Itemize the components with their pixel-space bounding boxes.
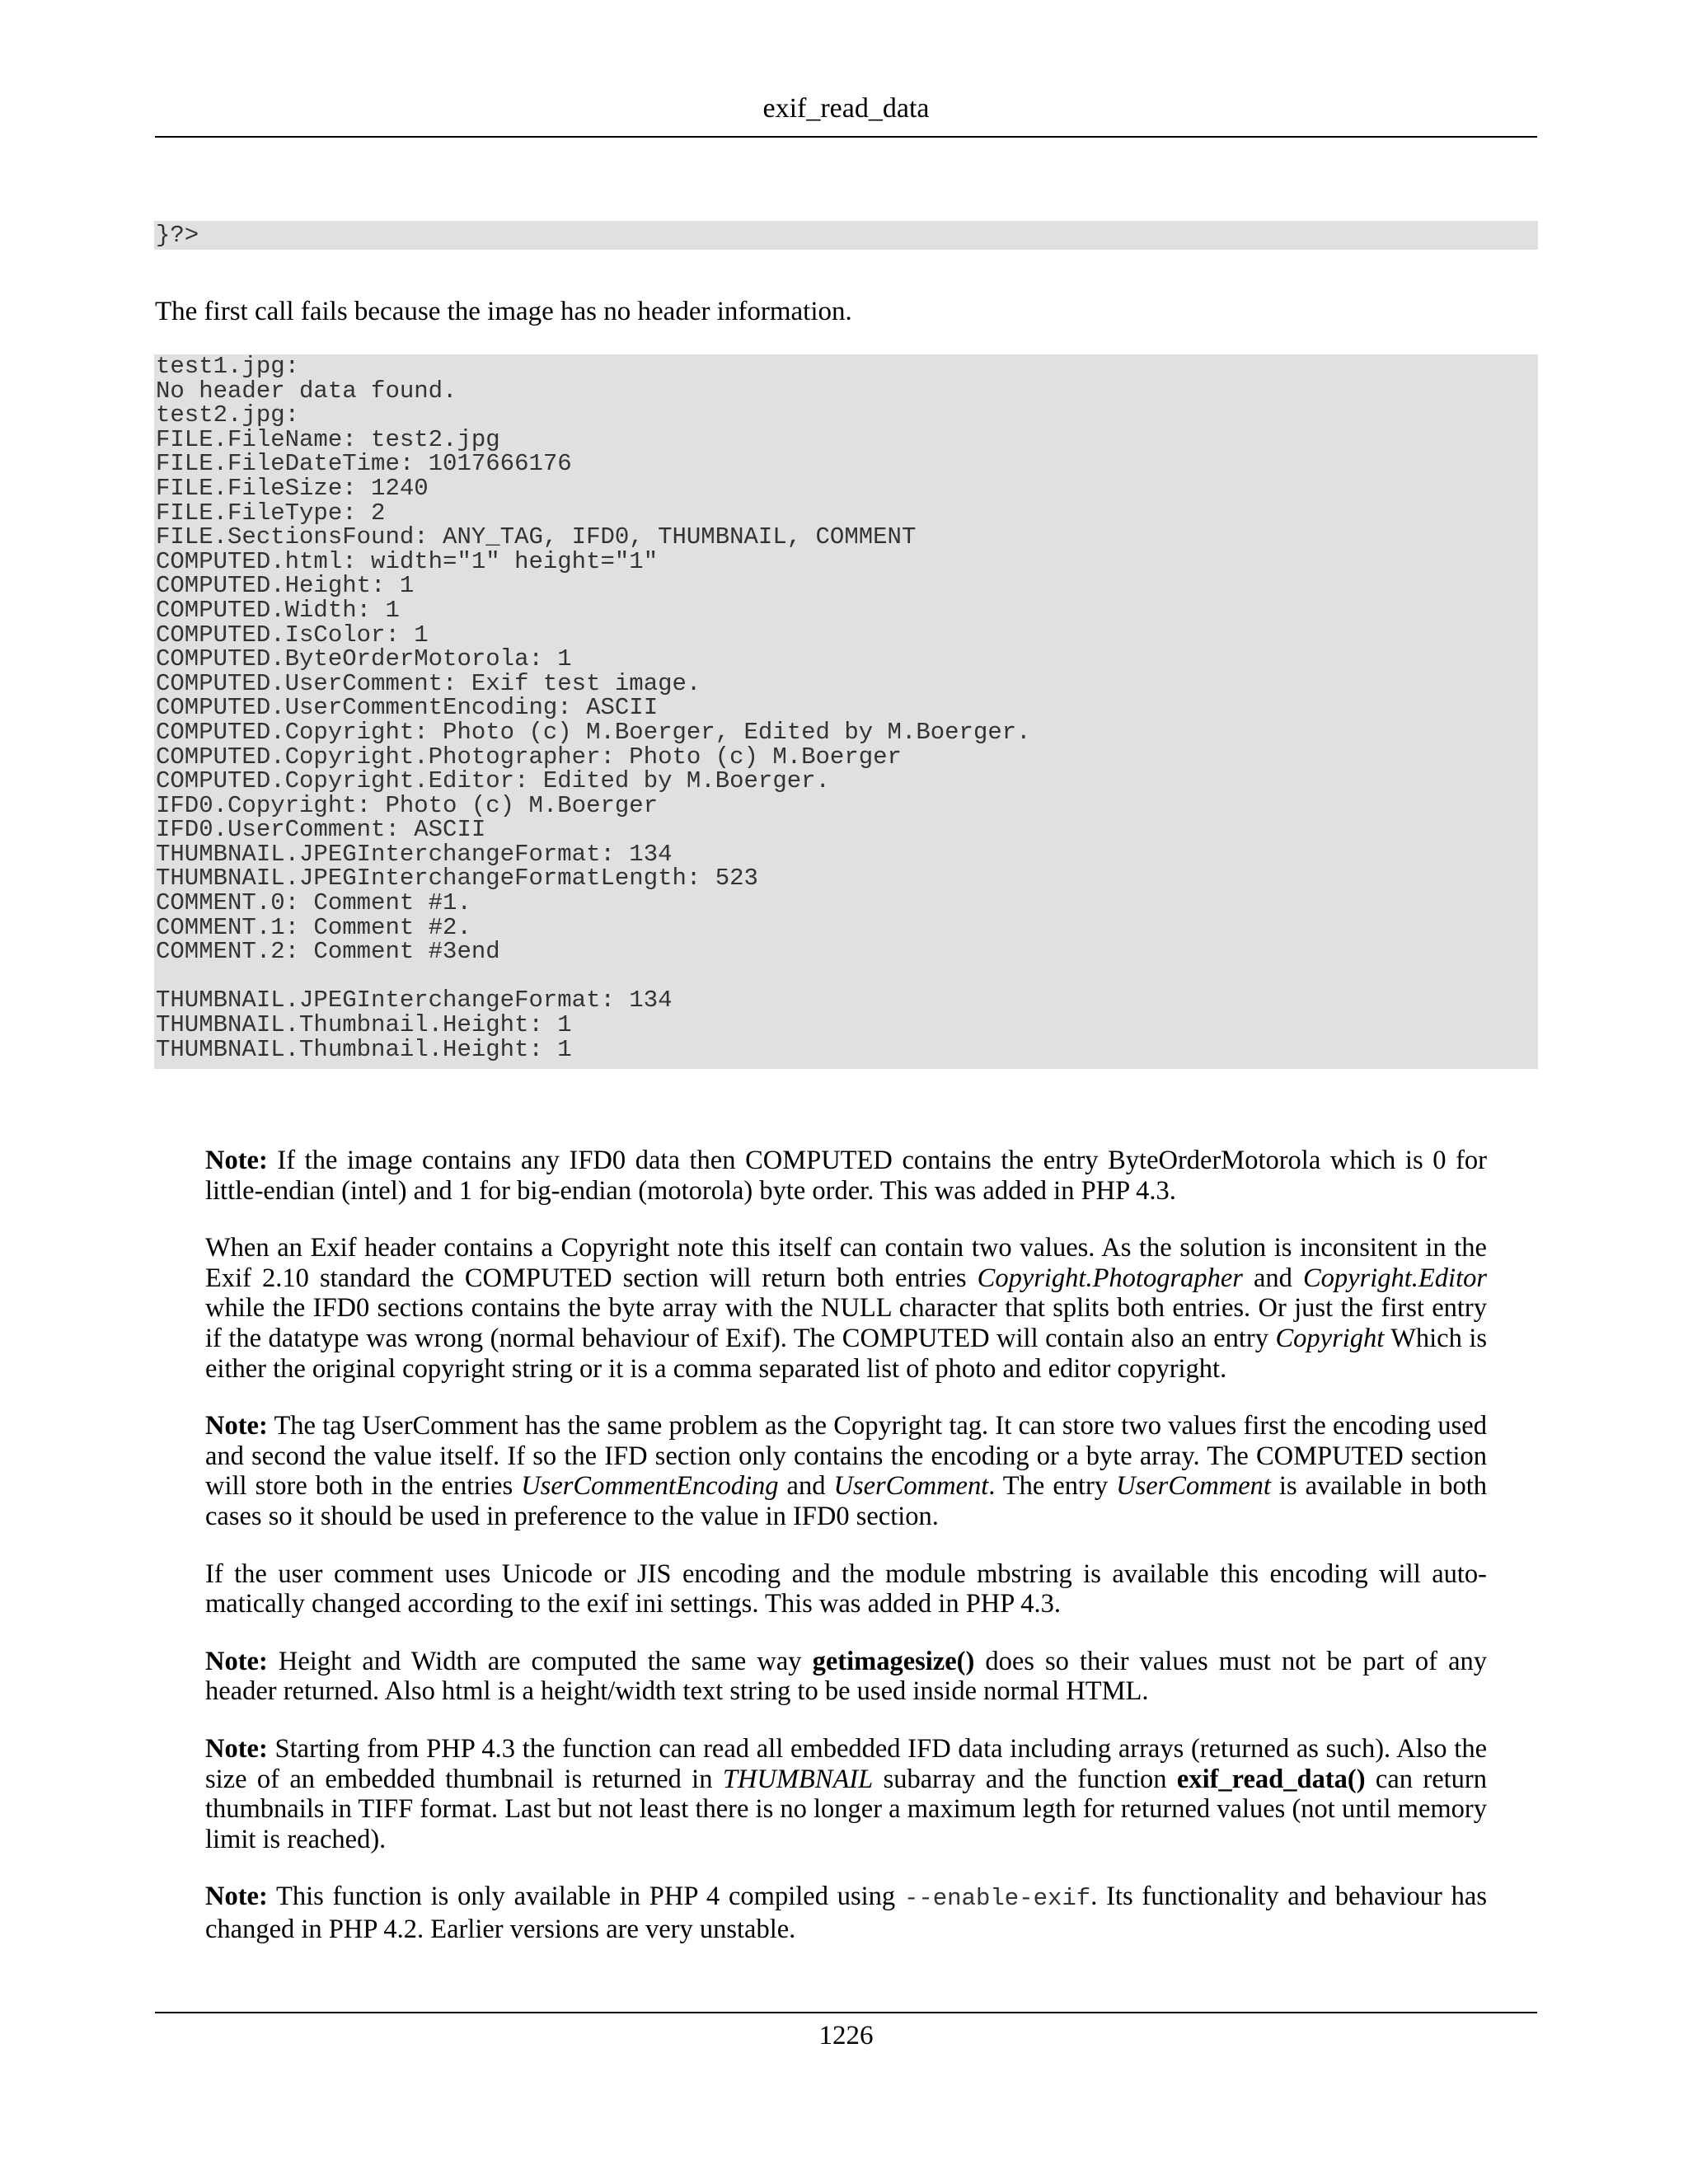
note-user-comment	[205, 1411, 1487, 1531]
note-text: can return thumbnails in TIFF format. Last but not least there is no longer a maximum legth for returned values (not until memory limit is reached).	[205, 1764, 1488, 1854]
note-text: If the image contains any IFD0 data then COMPUTED contains the entry ByteOrderMotorola which is 0 for little-endian (intel) and 1 for big-endian (motorola) byte order. This was added in PHP 4.3.	[205, 1146, 1487, 1206]
note-text: This function is only available in PHP 4 compiled using	[267, 1882, 904, 1912]
term-user-comment: UserComment	[1116, 1471, 1271, 1502]
term-copyright-editor: Copyright.Editor	[1303, 1263, 1487, 1293]
code-line: FILE.FileName: test2.jpg	[156, 425, 500, 453]
code-line: THUMBNAIL.JPEGInterchangeFormatLength: 523	[156, 865, 758, 893]
note-text: . The entry	[988, 1471, 1117, 1502]
note-height-width	[205, 1647, 1487, 1707]
code-line: FILE.SectionsFound: ANY_TAG, IFD0, THUMBNAIL, COMMENT	[156, 523, 917, 551]
paragraph-text: Which is either the original copyright string or it is a comma separated list of photo and editor copyright.	[205, 1323, 1487, 1384]
page-header-title: exif_read_data	[762, 93, 930, 124]
note-text: is available in both cases so it should be used in preference to the value in IFD0 section.	[205, 1471, 1487, 1531]
note-text: . Its functionality and behaviour has changed in PHP 4.2. Earlier versions are very unstable.	[205, 1882, 1487, 1944]
note-label: Note:	[205, 1646, 268, 1676]
note-php43-ifd	[205, 1734, 1487, 1854]
code-line: COMMENT.0: Comment #1.	[156, 889, 471, 917]
paragraph-text: If the user comment uses Unicode or JIS encoding and the module mbstring is available this encoding will automatically changed according to the exif ini settings. This was added in PHP 4.3.	[205, 1558, 1487, 1619]
note-byte-order	[205, 1146, 1487, 1206]
code-line: THUMBNAIL.JPEGInterchangeFormat: 134	[156, 987, 673, 1015]
code-line: COMPUTED.UserCommentEncoding: ASCII	[156, 694, 659, 722]
note-label: Note:	[205, 1146, 268, 1175]
code-line: COMPUTED.Copyright: Photo (c) M.Boerger, Edited by M.Boerger.	[156, 718, 1031, 746]
code-line: COMPUTED.ByteOrderMotorola: 1	[156, 645, 572, 673]
code-line: test2.jpg:	[156, 401, 300, 429]
paragraph-text: while the IFD0 sections contains the byte array with the NULL character that splits both entries. Or just the first entry if the datatype was wrong (normal behaviour of Exif). The COMPUTED will contain also an entry	[205, 1293, 1487, 1353]
term-thumbnail: THUMBNAIL	[722, 1764, 874, 1794]
notes-section	[205, 1146, 1487, 1971]
code-line: COMPUTED.Width: 1	[156, 596, 400, 624]
code-line: THUMBNAIL.JPEGInterchangeFormat: 134	[156, 840, 673, 868]
code-line: COMPUTED.IsColor: 1	[156, 621, 429, 649]
code-line: IFD0.UserComment: ASCII	[156, 816, 486, 844]
note-availability	[205, 1882, 1487, 1944]
note-label: Note:	[205, 1411, 268, 1441]
code-line: COMPUTED.Copyright.Photographer: Photo (c) M.Boerger	[156, 743, 902, 771]
note-text: and	[778, 1471, 834, 1502]
code-line: FILE.FileType: 2	[156, 499, 386, 527]
note-text: Height and Width are computed the same way	[267, 1646, 813, 1676]
code-line	[156, 964, 1536, 989]
code-line: COMPUTED.html: width="1" height="1"	[156, 547, 659, 575]
note-label: Note:	[205, 1882, 268, 1912]
code-line: THUMBNAIL.Thumbnail.Height: 1	[156, 1035, 572, 1063]
code-line: COMPUTED.Height: 1	[156, 572, 415, 600]
code-line: COMPUTED.UserComment: Exif test image.	[156, 669, 701, 697]
code-line: FILE.FileSize: 1240	[156, 474, 429, 502]
code-line: test1.jpg:	[156, 353, 300, 380]
code-line: COMMENT.2: Comment #3end	[156, 938, 500, 966]
note-text: does so their values must not be part of any header returned. Also html is a height/width text string to be used inside normal HTML.	[205, 1646, 1487, 1707]
code-line: COMPUTED.Copyright.Editor: Edited by M.Boerger.	[156, 767, 830, 795]
paragraph-text: and	[1242, 1263, 1303, 1293]
code-block-output	[154, 354, 1538, 1069]
paragraph-text: When an Exif header contains a Copyright note this itself can contain two values. As the solution is inconsitent in the Exif 2.10 standard the COMPUTED section will return both entries	[205, 1233, 1487, 1293]
code-line: IFD0.Copyright: Photo (c) M.Boerger	[156, 791, 659, 819]
paragraph-copyright	[205, 1233, 1487, 1384]
note-text: The tag UserComment has the same problem as the Copyright tag. It can store two values first the encoding used and second the value itself. If so the IFD section only contains the encoding or a byte array. The COMPUTED section will store both in the entries	[205, 1411, 1487, 1502]
page-number: 1226	[818, 2021, 874, 2050]
code-line: FILE.FileDateTime: 1017666176	[156, 450, 572, 478]
term-copyright: Copyright	[1275, 1323, 1385, 1353]
function-exif-read-data: exif_read_data()	[1176, 1764, 1366, 1794]
note-text: subarray and the function	[873, 1764, 1177, 1794]
code-line: THUMBNAIL.Thumbnail.Height: 1	[156, 1011, 572, 1039]
code-line: No header data found.	[156, 377, 457, 405]
header-divider	[155, 136, 1537, 138]
option-enable-exif: --enable-exif	[903, 1885, 1091, 1913]
paragraph-unicode	[205, 1559, 1487, 1619]
code-block-closing-tag: }?>	[154, 221, 1538, 250]
term-copyright-photographer: Copyright.Photographer	[977, 1263, 1243, 1293]
function-getimagesize: getimagesize()	[812, 1646, 975, 1676]
note-label: Note:	[205, 1733, 268, 1764]
code-line: COMMENT.1: Comment #2.	[156, 913, 471, 941]
note-text: Starting from PHP 4.3 the function can read all embedded IFD data including arrays (returned as such). Also the size of an embedded thumbnail is returned in	[205, 1733, 1487, 1794]
term-user-comment-encoding: UserCommentEncoding	[521, 1471, 779, 1502]
intro-paragraph: The first call fails because the image has no header information.	[155, 297, 852, 326]
footer-divider	[155, 2012, 1537, 2013]
term-user-comment: UserComment	[833, 1471, 989, 1502]
